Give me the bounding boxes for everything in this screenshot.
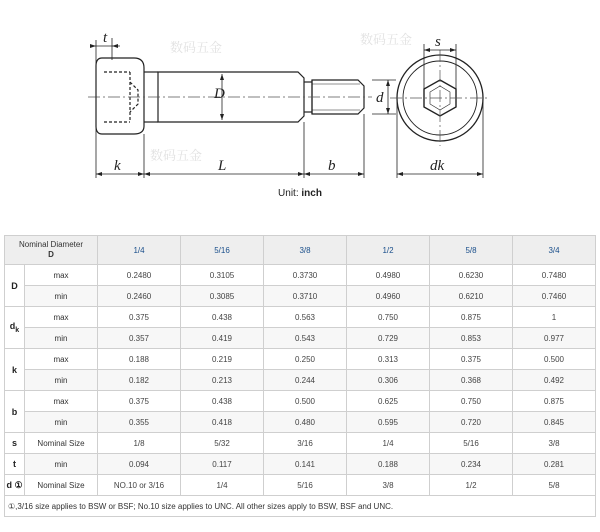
size-header: 1/2: [347, 236, 430, 265]
table-cell: 5/8: [513, 475, 596, 496]
unit-caption: [0, 188, 600, 199]
row-symbol: [5, 265, 25, 307]
table-cell: 0.480: [264, 412, 347, 433]
table-cell: 0.3730: [264, 265, 347, 286]
table-cell: 0.418: [181, 412, 264, 433]
dim-label-D: D: [214, 86, 225, 102]
symbol-subscript: k: [15, 326, 20, 334]
table-cell: 0.7460: [513, 286, 596, 307]
row-kind: min: [25, 454, 98, 475]
row-kind: Nominal Size: [25, 433, 98, 454]
table-cell: 0.750: [430, 391, 513, 412]
table-cell: 1/2: [430, 475, 513, 496]
table-cell: 0.6230: [430, 265, 513, 286]
table-row: [5, 391, 596, 412]
size-header: 5/8: [430, 236, 513, 265]
row-kind: max: [25, 391, 98, 412]
table-cell: 0.2480: [98, 265, 181, 286]
table-cell: 0.219: [181, 349, 264, 370]
table-cell: NO.10 or 3/16: [98, 475, 181, 496]
note-row: [5, 496, 596, 517]
table-cell: 0.094: [98, 454, 181, 475]
row-symbol: [5, 454, 25, 475]
table-row: [5, 412, 596, 433]
dim-label-s: s: [435, 34, 441, 50]
table-cell: 1/4: [181, 475, 264, 496]
table-cell: 5/32: [181, 433, 264, 454]
dimension-table: [4, 235, 596, 517]
row-symbol: [5, 475, 25, 496]
table-row: [5, 454, 596, 475]
table-row: [5, 328, 596, 349]
table-cell: 0.313: [347, 349, 430, 370]
table-cell: 0.977: [513, 328, 596, 349]
table-cell: 0.188: [98, 349, 181, 370]
table-cell: 3/8: [513, 433, 596, 454]
row-kind: max: [25, 307, 98, 328]
row-kind: min: [25, 412, 98, 433]
symbol-text: b: [11, 406, 18, 417]
unit-value: inch: [301, 188, 322, 199]
table-cell: 0.3105: [181, 265, 264, 286]
table-cell: 1/4: [347, 433, 430, 454]
table-cell: 0.563: [264, 307, 347, 328]
table-cell: 0.4980: [347, 265, 430, 286]
table-cell: 0.357: [98, 328, 181, 349]
header-nominal-diameter: [5, 236, 98, 265]
row-kind: max: [25, 349, 98, 370]
table-cell: 0.419: [181, 328, 264, 349]
footnote: ①,3/16 size applies to BSW or BSF; No.10 size applies to UNC. All other sizes apply to BSW, BSF and UNC.: [5, 496, 596, 517]
symbol-text: s: [11, 438, 17, 448]
table-cell: 0.729: [347, 328, 430, 349]
table-row: [5, 265, 596, 286]
table-cell: 1: [513, 307, 596, 328]
row-symbol: [5, 307, 25, 349]
row-kind: min: [25, 370, 98, 391]
table-cell: 0.492: [513, 370, 596, 391]
dim-label-L: L: [218, 158, 227, 174]
table-cell: 0.3085: [181, 286, 264, 307]
row-kind: min: [25, 286, 98, 307]
table-cell: 0.281: [513, 454, 596, 475]
table-cell: 5/16: [264, 475, 347, 496]
table-cell: 5/16: [430, 433, 513, 454]
header-line1: Nominal Diameter: [18, 240, 84, 249]
table-cell: 0.375: [98, 391, 181, 412]
table-row: [5, 349, 596, 370]
dim-label-b: b: [328, 158, 336, 174]
table-body: [5, 265, 596, 496]
size-header: 3/8: [264, 236, 347, 265]
table-cell: 0.845: [513, 412, 596, 433]
dim-label-t: t: [103, 30, 108, 46]
table-header-row: [5, 236, 596, 265]
table-cell: 0.750: [347, 307, 430, 328]
table-cell: 0.306: [347, 370, 430, 391]
table-cell: 0.438: [181, 391, 264, 412]
table-cell: 0.875: [430, 307, 513, 328]
dim-label-d: d: [376, 90, 384, 106]
table-cell: 0.853: [430, 328, 513, 349]
table-cell: 0.500: [513, 349, 596, 370]
symbol-text: D: [11, 280, 18, 291]
table-cell: 0.368: [430, 370, 513, 391]
table-cell: 0.244: [264, 370, 347, 391]
table-cell: 0.543: [264, 328, 347, 349]
size-header: 1/4: [98, 236, 181, 265]
watermark: 数码五金: [360, 32, 413, 47]
table-cell: 1/8: [98, 433, 181, 454]
table-cell: 0.625: [347, 391, 430, 412]
table-row: [5, 433, 596, 454]
table-cell: 0.188: [347, 454, 430, 475]
row-symbol: [5, 433, 25, 454]
row-kind: min: [25, 328, 98, 349]
table-cell: 0.720: [430, 412, 513, 433]
row-kind: Nominal Size: [25, 475, 98, 496]
table-cell: 0.250: [264, 349, 347, 370]
table-cell: 0.500: [264, 391, 347, 412]
table-cell: 0.375: [430, 349, 513, 370]
table-row: [5, 286, 596, 307]
table-cell: 0.595: [347, 412, 430, 433]
table-cell: 0.438: [181, 307, 264, 328]
table-cell: 3/8: [347, 475, 430, 496]
table-cell: 0.2460: [98, 286, 181, 307]
table-cell: 3/16: [264, 433, 347, 454]
table-cell: 0.875: [513, 391, 596, 412]
table-cell: 0.182: [98, 370, 181, 391]
table-cell: 0.4960: [347, 286, 430, 307]
table-row: [5, 370, 596, 391]
table-cell: 0.3710: [264, 286, 347, 307]
table-row: [5, 475, 596, 496]
row-symbol: [5, 391, 25, 433]
symbol-text: t: [13, 459, 16, 469]
row-kind: max: [25, 265, 98, 286]
table-cell: 0.141: [264, 454, 347, 475]
table-cell: 0.117: [181, 454, 264, 475]
row-symbol: [5, 349, 25, 391]
size-header: 5/16: [181, 236, 264, 265]
dim-label-k: k: [114, 158, 121, 174]
table-cell: 0.375: [98, 307, 181, 328]
size-header: 3/4: [513, 236, 596, 265]
symbol-text: d ①: [6, 479, 23, 490]
table-cell: 0.213: [181, 370, 264, 391]
watermark: 数码五金: [170, 40, 223, 55]
symbol-text: k: [11, 364, 17, 375]
table-cell: 0.6210: [430, 286, 513, 307]
dim-label-dk: dk: [430, 158, 445, 174]
unit-prefix: Unit:: [278, 188, 299, 199]
table-row: [5, 307, 596, 328]
table-cell: 0.355: [98, 412, 181, 433]
watermark: 数码五金: [150, 148, 203, 163]
header-line2: D: [48, 250, 54, 259]
table-cell: 0.7480: [513, 265, 596, 286]
symbol-text: d: [9, 321, 16, 332]
table-cell: 0.234: [430, 454, 513, 475]
